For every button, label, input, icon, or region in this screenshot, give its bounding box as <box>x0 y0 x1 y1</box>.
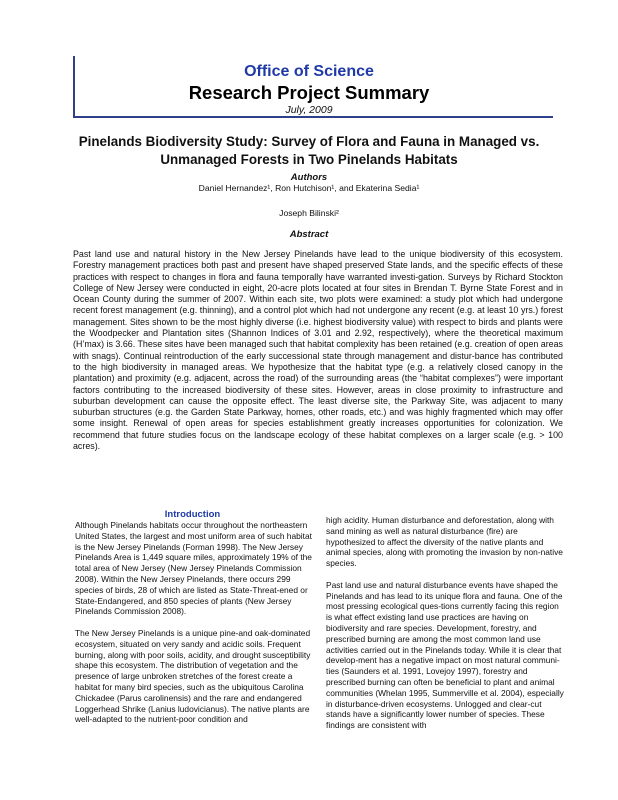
abstract-text: Past land use and natural history in the New Jersey Pinelands have lead to the unique biodiversity of this ecosystem. Forestry management practices both past and present have shaped preserved State lands, and the specific effects of these practices with respect to changes in flora and fauna temporally have warranted investi-gation. Surveys by Richard Stockton College of New Jersey were conducted in eight, 20-acre plots located at four sites in Brendan T. Byrne State Forest and in Ocean County during the summer of 2007. Within each site, two plots were examined: a study plot which had undergone recent forest management (e.g. thinning), and a control plot which had not undergone any recent (e.g. at least 10 yrs.) forest management. Sites shown to be the most highly diverse (i.e. highest biodiversity value) with respect to birds and plants were the Woodpecker and Plantation sites (Shannon Indices of 3.01 and 2.92, respectively), where the theoretical maximum (H’max) is 3.66. These sites have been managed such that habitat complexity has been retained (e.g. creation of open areas with snags). Continual reintroduction of the early successional state through management and distur-bance has contributed to the high biodiversity in managed areas. We hypothesize that the habitat type (e.g. a relatively closed canopy in the plantation) and proximity (e.g. adjacent, across the road) of the surrounding areas (the “habitat complexes”) were important factors contributing to the increased biodiversity of these sites. However, areas in close proximity to infrastructure and suburban development can cause the opposite effect. The least diverse site, the Parkway Site, was adjacent to many suburban structures (e.g. the Garden State Parkway, homes, other roads, etc.) and was highly fragmented which may offer some insight. Renewal of open areas for species establishment greatly increases opportunities for colonization. We recommend that future studies focus on the landscape ecology of these habitat complexes on a larger scale (e.g. > 100 acres). <box>73 249 563 452</box>
paragraph: Past land use and natural disturbance events have shaped the Pinelands and has lead to its unique flora and fauna. One of the most pressing ecological ques-tions currently facing this region is what effect existing land use practices are having on biodiversity and rare species. Development, forestry, and prescribed burning are among the most common land use activities carried out in the Pinelands today. While it is clear that develop-ment has a negative impact on most natural communi-ties (Saunders et al. 1991, Lovejoy 1997), forestry and prescribed burning can often be beneficial to plant and animal communities (Whelan 1995, Summerville et al. 2004), especially in disturbance-driven ecosystems. Unlogged and clear-cut stands have a significantly lower number of species. These findings are consistent with <box>326 579 564 731</box>
authors-heading: Authors <box>290 172 328 183</box>
body-column-left <box>75 520 313 725</box>
office-title: Office of Science <box>244 63 374 80</box>
abstract-heading: Abstract <box>289 229 329 240</box>
paragraph: high acidity. Human disturbance and deforestation, along with sand mining as well as natural disturbance (fire) are hypothesized to affect the diversity of the native plants and animal species, along with promoting the invasion by non-native species. <box>326 515 563 569</box>
summary-title: Research Project Summary <box>188 82 430 103</box>
paper-title: Pinelands Biodiversity Study: Survey of Flora and Fauna in Managed vs. Unmanaged Forests in Two Pinelands Habitats <box>78 134 540 167</box>
authors-line: Daniel Hernandez¹, Ron Hutchison¹, and Ekaterina Sedia¹ <box>198 183 420 193</box>
publication-date: July, 2009 <box>285 104 333 116</box>
body-column-right <box>326 515 564 731</box>
paragraph: The New Jersey Pinelands is a unique pine-and oak-dominated ecosystem, situated on very sandy and acidic soils. Frequent burning, along with poor soils, acidity, and drought susceptibility shape this ecosystem. The distribution of vegetation and the presence of large unbroken stretches of the forest create a habitat for many bird species, such as the ubiquitous Carolina Chickadee (Parus carolinensis) and the rare and endangered Loggerhead Shrike (Lanius ludovicianus). The native plants are well-adapted to the nutrient-poor condition and <box>75 627 311 725</box>
paragraph: Although Pinelands habitats occur throughout the northeastern United States, the largest and most uniform area of such habitat is the New Jersey Pinelands (Forman 1998). The New Jersey Pinelands Area is 1,449 square miles, approximately 19% of the total area of New Jersey (New Jersey Pinelands Commission 2008). Within the New Jersey Pinelands, there occurs 299 species of birds, 28 of which are listed as State-Threat-ened or State-Endangered, and 850 species of plants (New Jersey Pinelands Commission 2008). <box>75 520 312 617</box>
authors-line-2: Joseph Bilinski² <box>279 208 339 218</box>
introduction-heading: Introduction <box>164 509 221 520</box>
